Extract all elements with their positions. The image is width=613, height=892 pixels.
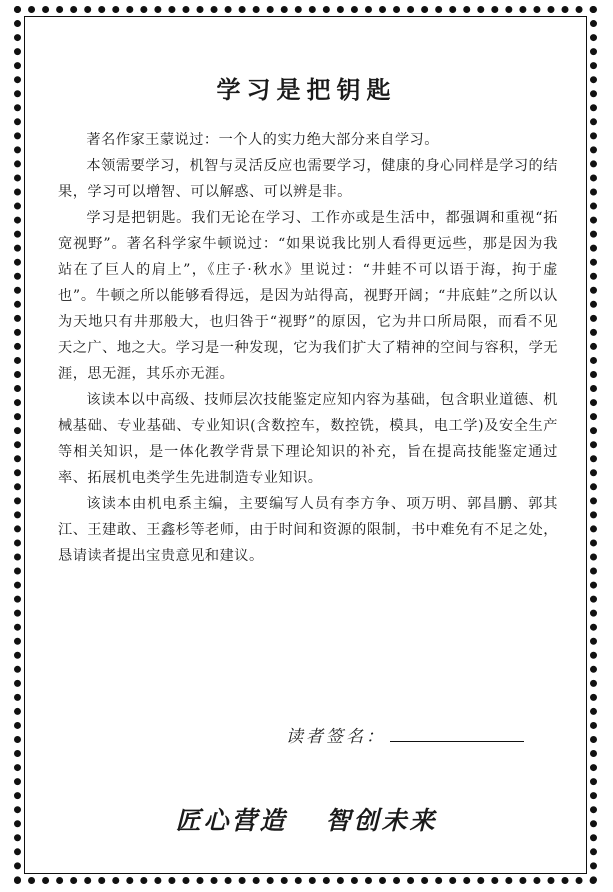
paragraph: 学习是把钥匙。我们无论在学习、工作亦或是生活中，都强调和重视“拓宽视野”。著名科学家牛顿说过：“如果说我比别人看得更远些，那是因为我站在了巨人的肩上”，《庄子·秋水》里说过：“井蛙不可以语于海，拘于虚也”。牛顿之所以能够看得远，是因为站得高，视野开阔；“井底蛙”之所以认为天地只有井那般大，也归咎于“视野”的原因，它为井口所局限，而看不见天之广、地之大。学习是一种发现，它为我们扩大了精神的空间与容积，学无涯，思无涯，其乐亦无涯。 (58, 210, 558, 382)
slogan-part: 匠心营造 (175, 806, 288, 835)
slogan-part: 智创未来 (325, 806, 438, 835)
paragraph: 该读本由机电系主编，主要编写人员有李方争、项万明、郭昌鹏、郭其江、王建敢、王鑫杉等老师，由于时间和资源的限制，书中难免有不足之处，恳请读者提出宝贵意见和建议。 (58, 496, 558, 564)
reader-signature (286, 722, 524, 747)
signature-line[interactable] (390, 723, 524, 742)
paragraph: 本领需要学习，机智与灵活反应也需要学习，健康的身心同样是学习的结果，学习可以增智、可以解惑、可以辨是非。 (58, 158, 558, 200)
body-text (58, 127, 558, 569)
page-title: 学习是把钥匙 (216, 75, 397, 104)
slogan (0, 801, 613, 837)
paragraph: 该读本以中高级、技师层次技能鉴定应知内容为基础，包含职业道德、机械基础、专业基础、专业知识(含数控车，数控铣，模具，电工学)及安全生产等相关知识，是一体化教学背景下理论知识的补充，旨在提高技能鉴定通过率、拓展机电类学生先进制造专业知识。 (58, 392, 558, 486)
paragraph: 著名作家王蒙说过：一个人的实力绝大部分来自学习。 (86, 132, 439, 148)
signature-label: 读者签名： (286, 727, 386, 747)
